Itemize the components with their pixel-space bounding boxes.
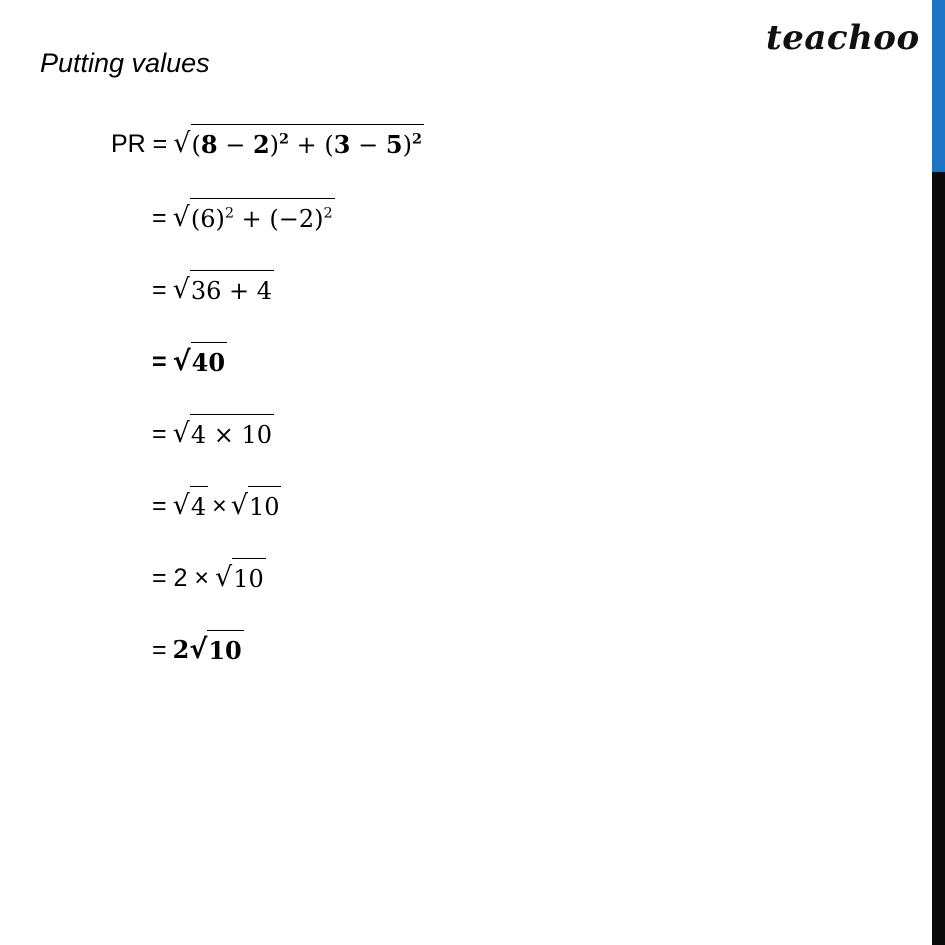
teachoo-logo: teachoo: [766, 18, 920, 58]
step-prefix: = 2 ×: [152, 564, 209, 592]
radical-sign-icon: √: [172, 490, 190, 521]
step-prefix: =: [152, 492, 167, 520]
radicand: 36 + 4: [190, 270, 274, 305]
x1-value: 2: [252, 130, 270, 159]
minus: −: [350, 131, 386, 159]
step-factor: [152, 414, 274, 454]
radical-sign-icon: √: [189, 634, 208, 665]
exponent: 2: [279, 130, 290, 148]
radical-sign-icon: √: [172, 274, 190, 305]
y2-value: 3: [333, 130, 351, 159]
step-simplified: [152, 558, 266, 598]
square-root: [173, 486, 209, 526]
radicand: 4 × 10: [190, 414, 274, 449]
heading-putting-values: Putting values: [40, 48, 210, 78]
step-prefix: =: [152, 204, 167, 232]
radical-sign-icon: √: [230, 490, 248, 521]
radicand: 40: [191, 342, 227, 377]
x2-value: 8: [200, 130, 218, 159]
radical-sign-icon: √: [215, 562, 233, 593]
plus-paren: + (: [289, 131, 334, 159]
step-final-answer: [152, 630, 244, 670]
sidebar-accent: [932, 0, 945, 172]
radicand: 10: [232, 558, 266, 593]
square-root: [173, 414, 274, 454]
y1-value: 5: [385, 130, 403, 159]
step-prefix: PR =: [111, 130, 168, 158]
radicand: 10: [248, 486, 282, 521]
square-root: [173, 342, 227, 382]
step-root-40: [152, 342, 227, 382]
radical-sign-icon: √: [172, 418, 190, 449]
radical-sign-icon: √: [172, 202, 190, 233]
radical-sign-icon: √: [172, 346, 191, 377]
step-prefix: =: [152, 348, 167, 376]
square-root: [173, 124, 424, 164]
radicand: [190, 198, 335, 233]
right-sidebar-bar: [932, 0, 945, 945]
square-root: [215, 558, 266, 598]
step-split-roots: [152, 486, 281, 526]
square-root: [173, 198, 335, 238]
step-distance-formula: [111, 124, 424, 164]
square-root: [189, 630, 243, 670]
coefficient: 2: [172, 635, 190, 664]
exponent: 2: [411, 130, 422, 148]
step-sum: [152, 270, 274, 310]
exponent: 2: [224, 205, 234, 222]
square-root: [231, 486, 282, 526]
radicand: 10: [207, 630, 243, 665]
paren: ): [402, 131, 412, 159]
minus: −: [217, 131, 253, 159]
radicand: [191, 124, 424, 159]
step-prefix: =: [152, 276, 167, 304]
radical-sign-icon: √: [173, 128, 191, 159]
step-prefix: =: [152, 636, 167, 664]
radicand: 4: [190, 486, 208, 521]
paren: ): [269, 131, 280, 159]
step-substituted: [152, 198, 335, 238]
paren: (: [191, 131, 201, 159]
times-sign: ×: [212, 492, 227, 520]
exponent: 2: [323, 205, 333, 222]
step-prefix: =: [152, 420, 167, 448]
square-root: [173, 270, 274, 310]
term: (6): [190, 205, 225, 233]
term: + (−2): [233, 205, 324, 233]
